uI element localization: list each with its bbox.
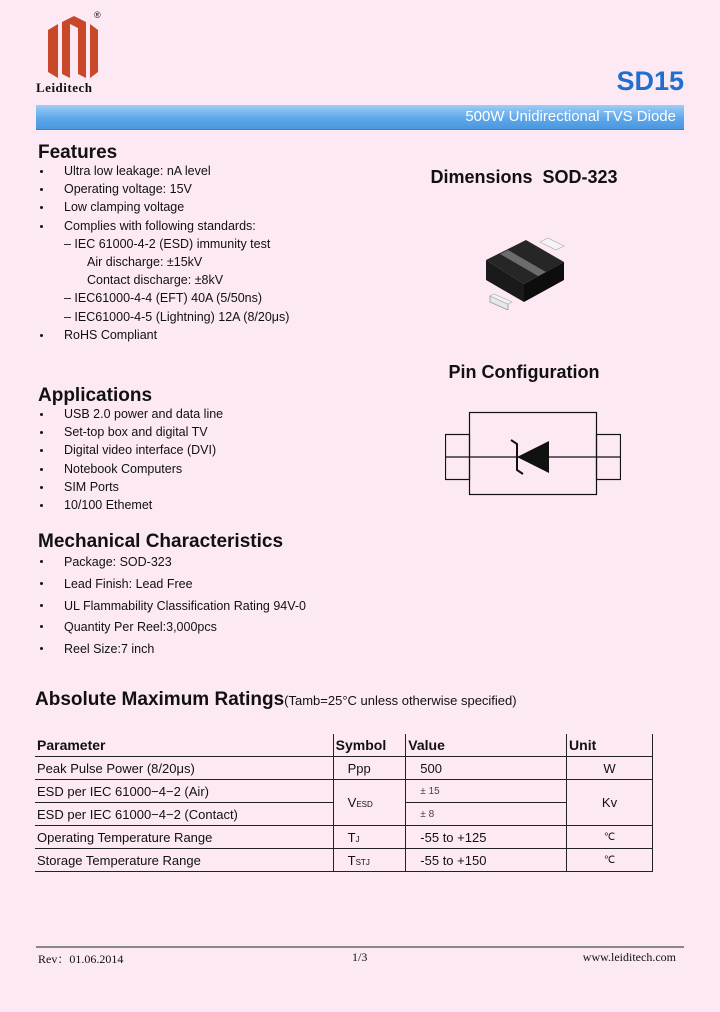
- cell-symbol: [333, 780, 406, 826]
- cell-parameter: ESD per IEC 61000−4−2 (Contact): [35, 803, 333, 826]
- table-row: [35, 757, 653, 780]
- diode-symbol-icon: [445, 410, 621, 496]
- cell-unit: ℃: [567, 826, 653, 849]
- cell-unit: ℃: [567, 849, 653, 872]
- symbol-sub: ESD: [356, 800, 373, 809]
- list-item: Reel Size:7 inch: [36, 639, 306, 661]
- cell-symbol: [333, 826, 406, 849]
- list-item: Lead Finish: Lead Free: [36, 574, 306, 596]
- list-item: UL Flammability Classification Rating 94V-0: [36, 596, 306, 618]
- header-unit: Unit: [567, 734, 653, 757]
- table-header-row: [35, 734, 653, 757]
- footer-website[interactable]: www.leiditech.com: [582, 950, 676, 964]
- list-item: Set-top box and digital TV: [36, 423, 223, 441]
- cell-value: 500: [406, 757, 567, 780]
- package-icon: [478, 232, 570, 310]
- cell-value: -55 to +150: [406, 849, 567, 872]
- table-row: [35, 780, 653, 803]
- logo: [44, 14, 104, 80]
- list-item: – IEC 61000-4-2 (ESD) immunity test: [64, 236, 271, 251]
- table-row: [35, 826, 653, 849]
- cell-unit: Kv: [567, 780, 653, 826]
- footer-rev: Rev：01.06.2014: [38, 952, 124, 966]
- list-item: Air discharge: ±15kV: [87, 254, 203, 269]
- cell-unit: W: [567, 757, 653, 780]
- features-list: [36, 162, 289, 344]
- applications-heading: Applications: [38, 385, 153, 406]
- subtitle: 500W Unidirectional TVS Diode: [465, 108, 676, 125]
- list-item: Contact discharge: ±8kV: [87, 273, 224, 288]
- cell-symbol: Ppp: [333, 757, 406, 780]
- symbol-main: T: [347, 852, 356, 868]
- mechanical-list: [36, 552, 306, 661]
- ratings-note: (Tamb=25°C unless otherwise specified): [284, 693, 517, 708]
- list-item: Operating voltage: 15V: [36, 180, 289, 198]
- symbol-sub: J: [355, 834, 360, 844]
- symbol-main: V: [347, 795, 357, 810]
- logo-mark-icon: [44, 14, 104, 80]
- pin-config-heading: Pin Configuration: [448, 362, 600, 382]
- applications-list: [36, 405, 223, 514]
- ratings-title: Absolute Maximum Ratings: [35, 689, 285, 710]
- features-heading: Features: [38, 142, 118, 163]
- cell-symbol: [333, 849, 406, 872]
- list-item: RoHS Compliant: [36, 326, 289, 344]
- list-item: Package: SOD-323: [36, 552, 306, 574]
- dimensions-heading: Dimensions SOD-323: [430, 167, 618, 187]
- list-item: SIM Ports: [36, 478, 223, 496]
- list-item: Digital video interface (DVI): [36, 441, 223, 459]
- header-symbol: Symbol: [333, 734, 406, 757]
- footer-divider: [36, 946, 684, 948]
- list-item: USB 2.0 power and data line: [36, 405, 223, 423]
- cell-value: -55 to +125: [406, 826, 567, 849]
- table-row: [35, 849, 653, 872]
- cell-value: ± 15: [406, 780, 567, 803]
- list-item: Complies with following standards:: [36, 217, 289, 235]
- mechanical-heading: Mechanical Characteristics: [38, 531, 284, 552]
- pin-diagram: [445, 410, 621, 501]
- symbol-main: T: [347, 829, 356, 845]
- footer-page: 1/3: [352, 950, 368, 964]
- cell-parameter: Peak Pulse Power (8/20μs): [35, 757, 333, 780]
- part-number: SD15: [616, 66, 684, 96]
- brand-name: Leiditech: [36, 80, 93, 95]
- list-item: Quantity Per Reel:3,000pcs: [36, 617, 306, 639]
- list-item: – IEC61000-4-5 (Lightning) 12A (8/20μs): [64, 309, 290, 324]
- list-item: Notebook Computers: [36, 460, 223, 478]
- cell-parameter: ESD per IEC 61000−4−2 (Air): [35, 780, 333, 803]
- list-item: Ultra low leakage: nA level: [36, 162, 289, 180]
- cell-parameter: Operating Temperature Range: [35, 826, 333, 849]
- list-item: Low clamping voltage: [36, 198, 289, 216]
- ratings-table: [35, 734, 653, 872]
- symbol-sub: STJ: [355, 857, 370, 867]
- list-item: 10/100 Ethemet: [36, 496, 223, 514]
- list-item: – IEC61000-4-4 (EFT) 40A (5/50ns): [64, 291, 263, 306]
- header-value: Value: [406, 734, 567, 757]
- cell-value: ± 8: [406, 803, 567, 826]
- ratings-heading: [35, 689, 517, 711]
- subtitle-banner: [36, 105, 684, 130]
- cell-parameter: Storage Temperature Range: [35, 849, 333, 872]
- registered-mark: ®: [94, 10, 101, 20]
- header-parameter: Parameter: [35, 734, 333, 757]
- sod323-package-image: [478, 232, 570, 315]
